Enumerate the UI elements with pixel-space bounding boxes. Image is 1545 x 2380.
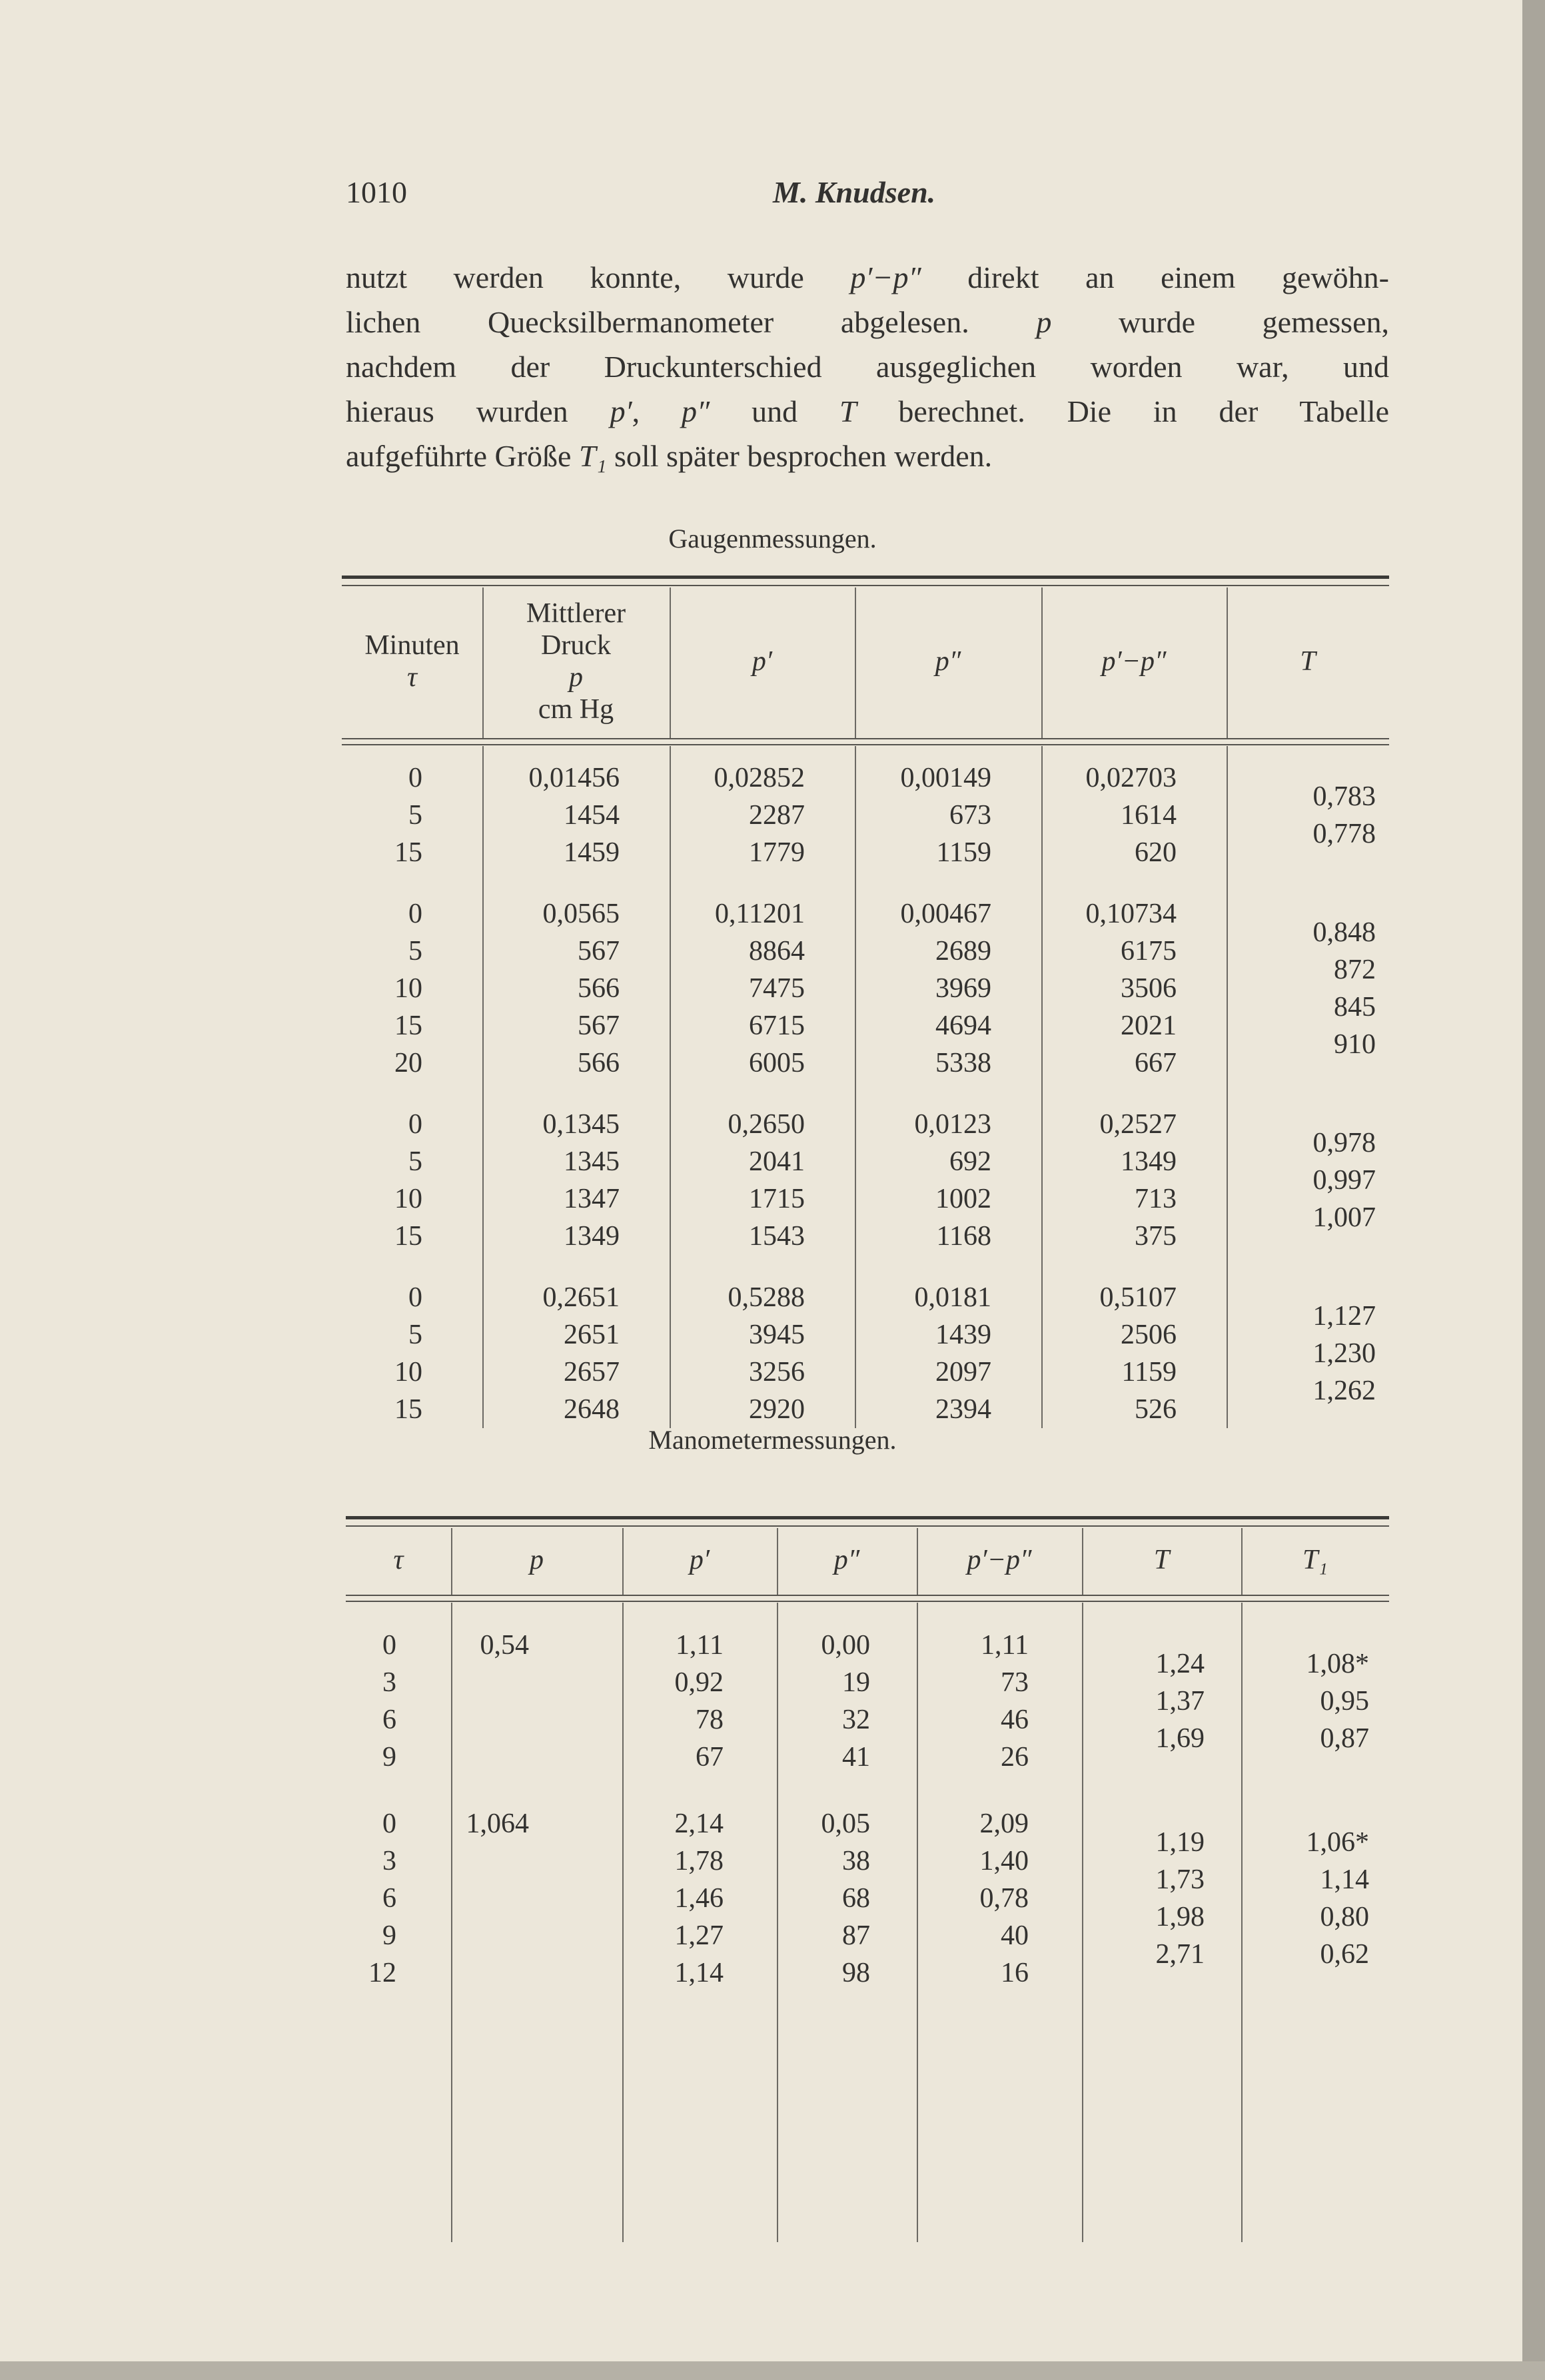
text-line bbox=[346, 389, 1389, 434]
table-cell: 20 bbox=[394, 1048, 422, 1078]
table-cell: 2,14 bbox=[674, 1808, 724, 1839]
table-cell: 1439 bbox=[935, 1320, 991, 1350]
table-cell: 0,0565 bbox=[542, 899, 620, 929]
table-cell: 68 bbox=[842, 1883, 870, 1914]
table-cell-offset: 1,73 bbox=[1155, 1864, 1205, 1895]
header-label bbox=[342, 629, 482, 693]
table-cell: 667 bbox=[1135, 1048, 1177, 1078]
table-cell: 6 bbox=[382, 1883, 396, 1914]
table-cell: 1159 bbox=[1121, 1357, 1177, 1388]
text-segment: nachdem der Druckunterschied ausgeglichen worden war, und bbox=[346, 350, 1389, 384]
table-cell: 10 bbox=[394, 1184, 422, 1214]
table-cell: 3 bbox=[382, 1846, 396, 1876]
column-header bbox=[451, 1516, 622, 2242]
table-cell-offset: 0,80 bbox=[1320, 1902, 1369, 1932]
table-cell-offset: 2,71 bbox=[1155, 1939, 1205, 1970]
table-cell: 8864 bbox=[749, 936, 805, 967]
table-cell: 3506 bbox=[1121, 973, 1177, 1004]
table-cell: 0 bbox=[408, 1282, 422, 1313]
table-cell-offset: 1,37 bbox=[1155, 1686, 1205, 1717]
header-text: p′ bbox=[689, 1545, 710, 1575]
header-label bbox=[482, 597, 670, 725]
table-cell: 375 bbox=[1135, 1221, 1177, 1252]
math-symbol: p′−p″ bbox=[850, 260, 921, 294]
table-cell: 0,54 bbox=[480, 1630, 529, 1661]
text-line bbox=[346, 300, 1389, 344]
table-cell: 1347 bbox=[564, 1184, 620, 1214]
table-cell: 67 bbox=[696, 1742, 724, 1773]
header-text: T₁ bbox=[1302, 1545, 1328, 1575]
table-cell: 0 bbox=[408, 1109, 422, 1140]
math-symbol: p′ bbox=[610, 394, 632, 428]
table-cell: 15 bbox=[394, 837, 422, 868]
table-cell: 0,5288 bbox=[728, 1282, 805, 1313]
text-segment: hieraus wurden bbox=[346, 394, 610, 428]
table-cell: 0,0123 bbox=[914, 1109, 991, 1140]
table-cell-offset: 0,95 bbox=[1320, 1686, 1369, 1717]
table-cell: 0 bbox=[382, 1808, 396, 1839]
table-cell: 0,00 bbox=[821, 1630, 870, 1661]
header-text: τ bbox=[406, 662, 418, 693]
table-cell: 26 bbox=[1001, 1742, 1029, 1773]
table-cell: 9 bbox=[382, 1742, 396, 1773]
column-header bbox=[346, 1516, 451, 2242]
table-cell: 1168 bbox=[936, 1221, 991, 1252]
table-cell: 41 bbox=[842, 1742, 870, 1773]
header-text: cm Hg bbox=[538, 694, 614, 725]
table-cell: 526 bbox=[1135, 1394, 1177, 1425]
table-cell: 2920 bbox=[749, 1394, 805, 1425]
table-cell: 0,02852 bbox=[714, 763, 805, 793]
table-cell-offset: 845 bbox=[1334, 992, 1376, 1022]
math-symbol: p bbox=[1036, 305, 1052, 339]
table-cell: 15 bbox=[394, 1010, 422, 1041]
table-cell: 567 bbox=[578, 936, 620, 967]
table-cell: 6005 bbox=[749, 1048, 805, 1078]
header-label bbox=[1041, 645, 1227, 677]
table-cell: 0,5107 bbox=[1099, 1282, 1177, 1313]
body-paragraph bbox=[346, 255, 1389, 478]
table-cell: 5 bbox=[408, 1320, 422, 1350]
table-cell: 673 bbox=[949, 800, 991, 831]
header-text: Mittlerer bbox=[526, 598, 626, 629]
table-cell-offset: 1,06* bbox=[1306, 1827, 1369, 1858]
table-cell: 0,10734 bbox=[1085, 899, 1177, 929]
table-cell: 9 bbox=[382, 1920, 396, 1951]
table-cell-offset: 0,778 bbox=[1312, 819, 1376, 849]
table-cell: 1,11 bbox=[981, 1630, 1029, 1661]
header-label bbox=[1227, 645, 1389, 677]
table-cell: 1779 bbox=[749, 837, 805, 868]
table-cell: 1,14 bbox=[674, 1958, 724, 1988]
column-header bbox=[777, 1516, 917, 2242]
table-cell: 0,11201 bbox=[715, 899, 805, 929]
header-label bbox=[451, 1544, 622, 1576]
table-cell: 692 bbox=[949, 1146, 991, 1177]
table-cell: 620 bbox=[1135, 837, 1177, 868]
running-head-author: M. Knudsen. bbox=[773, 175, 936, 209]
table-cell-offset: 0,978 bbox=[1312, 1128, 1376, 1158]
header-text: Druck bbox=[541, 630, 611, 661]
table-cell: 1454 bbox=[564, 800, 620, 831]
table-cell: 1715 bbox=[749, 1184, 805, 1214]
table-cell: 1,27 bbox=[674, 1920, 724, 1951]
header-text: p″ bbox=[935, 646, 961, 677]
header-text: Minuten bbox=[364, 630, 460, 661]
table-cell: 7475 bbox=[749, 973, 805, 1004]
table-cell-offset: 0,783 bbox=[1312, 781, 1376, 812]
header-label bbox=[622, 1544, 777, 1576]
table-cell: 713 bbox=[1135, 1184, 1177, 1214]
table-cell: 87 bbox=[842, 1920, 870, 1951]
table-cell: 19 bbox=[842, 1667, 870, 1698]
table-cell: 0,05 bbox=[821, 1808, 870, 1839]
scan-edge-right bbox=[1522, 0, 1545, 2380]
table-cell: 2097 bbox=[935, 1357, 991, 1388]
header-label bbox=[777, 1544, 917, 1576]
table-cell-offset: 0,997 bbox=[1312, 1165, 1376, 1196]
table-cell: 1349 bbox=[1121, 1146, 1177, 1177]
column-header bbox=[917, 1516, 1082, 2242]
table-cell: 567 bbox=[578, 1010, 620, 1041]
text-segment: lichen Quecksilbermanometer abgelesen. bbox=[346, 305, 1037, 339]
header-label bbox=[670, 645, 855, 677]
table-cell: 6715 bbox=[749, 1010, 805, 1041]
table-cell: 10 bbox=[394, 973, 422, 1004]
table-cell: 40 bbox=[1001, 1920, 1029, 1951]
header-label bbox=[1082, 1544, 1241, 1576]
table-cell: 1349 bbox=[564, 1221, 620, 1252]
table-cell: 0 bbox=[408, 899, 422, 929]
text-segment: aufgeführte Größe bbox=[346, 439, 579, 473]
table-cell: 5 bbox=[408, 936, 422, 967]
table-cell: 4694 bbox=[935, 1010, 991, 1041]
table-cell: 0,2527 bbox=[1099, 1109, 1177, 1140]
table-cell: 0,92 bbox=[674, 1667, 724, 1698]
table-cell: 5 bbox=[408, 1146, 422, 1177]
page-number: 1010 bbox=[346, 175, 407, 209]
table-cell: 1543 bbox=[749, 1221, 805, 1252]
math-symbol: T bbox=[839, 394, 857, 428]
table-cell: 16 bbox=[1001, 1958, 1029, 1988]
table-cell-offset: 1,14 bbox=[1320, 1864, 1369, 1895]
table-cell-offset: 0,87 bbox=[1320, 1723, 1369, 1754]
table-cell: 0,78 bbox=[979, 1883, 1029, 1914]
table-cell: 0,00149 bbox=[900, 763, 991, 793]
table-cell: 3256 bbox=[749, 1357, 805, 1388]
table-cell-offset: 1,262 bbox=[1312, 1376, 1376, 1406]
table-cell: 2651 bbox=[564, 1320, 620, 1350]
table-cell: 15 bbox=[394, 1394, 422, 1425]
table-cell: 0,0181 bbox=[914, 1282, 991, 1313]
table-cell: 0,2651 bbox=[542, 1282, 620, 1313]
table-cell: 1,064 bbox=[466, 1808, 529, 1839]
table-cell: 32 bbox=[842, 1705, 870, 1735]
table-cell: 566 bbox=[578, 1048, 620, 1078]
math-symbol: p″ bbox=[682, 394, 710, 428]
table-cell: 566 bbox=[578, 973, 620, 1004]
manometer-measurements-table bbox=[346, 1516, 1389, 2242]
table-cell: 1002 bbox=[935, 1184, 991, 1214]
table-cell-offset: 1,69 bbox=[1155, 1723, 1205, 1754]
table-cell: 1,46 bbox=[674, 1883, 724, 1914]
table1-caption: Gaugenmessungen. bbox=[668, 524, 877, 554]
table-cell: 1,11 bbox=[676, 1630, 724, 1661]
table-cell-offset: 1,230 bbox=[1312, 1338, 1376, 1369]
text-line bbox=[346, 344, 1389, 389]
text-segment: soll später besprochen werden. bbox=[606, 439, 993, 473]
table-cell: 3 bbox=[382, 1667, 396, 1698]
text-segment: wurde gemessen, bbox=[1051, 305, 1389, 339]
table-cell: 0,00467 bbox=[900, 899, 991, 929]
text-segment: direkt an einem gewöhn- bbox=[921, 260, 1389, 294]
table-cell: 1345 bbox=[564, 1146, 620, 1177]
table-cell: 1,40 bbox=[979, 1846, 1029, 1876]
table-cell: 1159 bbox=[936, 837, 991, 868]
table-cell: 38 bbox=[842, 1846, 870, 1876]
column-header bbox=[622, 1516, 777, 2242]
table-cell: 0 bbox=[382, 1630, 396, 1661]
scan-edge-bottom bbox=[0, 2361, 1545, 2380]
header-text: T bbox=[1153, 1545, 1170, 1575]
table-cell: 73 bbox=[1001, 1667, 1029, 1698]
text-segment: , bbox=[632, 394, 682, 428]
table-cell-offset: 1,08* bbox=[1306, 1649, 1369, 1679]
text-line bbox=[346, 255, 1389, 300]
table-cell: 2506 bbox=[1121, 1320, 1177, 1350]
header-text: p bbox=[569, 662, 583, 693]
header-text: τ bbox=[393, 1545, 404, 1575]
table-cell-offset: 1,007 bbox=[1312, 1202, 1376, 1233]
header-text: p′−p″ bbox=[967, 1545, 1032, 1575]
table-cell: 5 bbox=[408, 800, 422, 831]
table-cell: 2689 bbox=[935, 936, 991, 967]
header-text: p′ bbox=[752, 646, 773, 677]
table-cell: 2394 bbox=[935, 1394, 991, 1425]
table-cell: 3945 bbox=[749, 1320, 805, 1350]
header-label bbox=[1241, 1544, 1389, 1576]
math-symbol: T₁ bbox=[578, 439, 607, 473]
table-cell: 10 bbox=[394, 1357, 422, 1388]
header-label bbox=[346, 1544, 451, 1576]
table-cell: 46 bbox=[1001, 1705, 1029, 1735]
text-segment: nutzt werden konnte, wurde bbox=[346, 260, 851, 294]
table-cell: 2657 bbox=[564, 1357, 620, 1388]
header-text: p′−p″ bbox=[1101, 646, 1167, 677]
table-cell-offset: 0,62 bbox=[1320, 1939, 1369, 1970]
table-cell-offset: 0,848 bbox=[1312, 917, 1376, 948]
text-segment: berechnet. Die in der Tabelle bbox=[856, 394, 1390, 428]
text-segment: und bbox=[710, 394, 839, 428]
table-cell-offset: 1,24 bbox=[1155, 1649, 1205, 1679]
table-cell: 2648 bbox=[564, 1394, 620, 1425]
table-cell: 6175 bbox=[1121, 936, 1177, 967]
table-cell: 15 bbox=[394, 1221, 422, 1252]
table-cell: 2,09 bbox=[979, 1808, 1029, 1839]
table-cell: 0 bbox=[408, 763, 422, 793]
table-cell: 5338 bbox=[935, 1048, 991, 1078]
table-cell: 12 bbox=[368, 1958, 396, 1988]
table-cell-offset: 1,98 bbox=[1155, 1902, 1205, 1932]
header-label bbox=[855, 645, 1041, 677]
header-text: p bbox=[530, 1545, 544, 1575]
table-cell: 1,78 bbox=[674, 1846, 724, 1876]
table-cell: 0,1345 bbox=[542, 1109, 620, 1140]
table-cell-offset: 1,127 bbox=[1312, 1301, 1376, 1332]
table-cell-offset: 1,19 bbox=[1155, 1827, 1205, 1858]
table-cell: 0,2650 bbox=[728, 1109, 805, 1140]
table-cell: 6 bbox=[382, 1705, 396, 1735]
table-cell: 1614 bbox=[1121, 800, 1177, 831]
header-text: p″ bbox=[833, 1545, 860, 1575]
table-cell-offset: 910 bbox=[1334, 1029, 1376, 1060]
table-cell-offset: 872 bbox=[1334, 955, 1376, 985]
table-cell: 3969 bbox=[935, 973, 991, 1004]
table-cell: 2021 bbox=[1121, 1010, 1177, 1041]
table-cell: 2287 bbox=[749, 800, 805, 831]
header-text: T bbox=[1300, 646, 1316, 677]
gauge-measurements-table bbox=[342, 576, 1389, 1428]
table-cell: 98 bbox=[842, 1958, 870, 1988]
table-cell: 1459 bbox=[564, 837, 620, 868]
text-line bbox=[346, 434, 1389, 478]
header-label bbox=[917, 1544, 1082, 1576]
table-cell: 0,02703 bbox=[1085, 763, 1177, 793]
table2-caption: Manometermessungen. bbox=[648, 1425, 897, 1455]
table-cell: 0,01456 bbox=[528, 763, 620, 793]
table-cell: 78 bbox=[696, 1705, 724, 1735]
table-cell: 2041 bbox=[749, 1146, 805, 1177]
